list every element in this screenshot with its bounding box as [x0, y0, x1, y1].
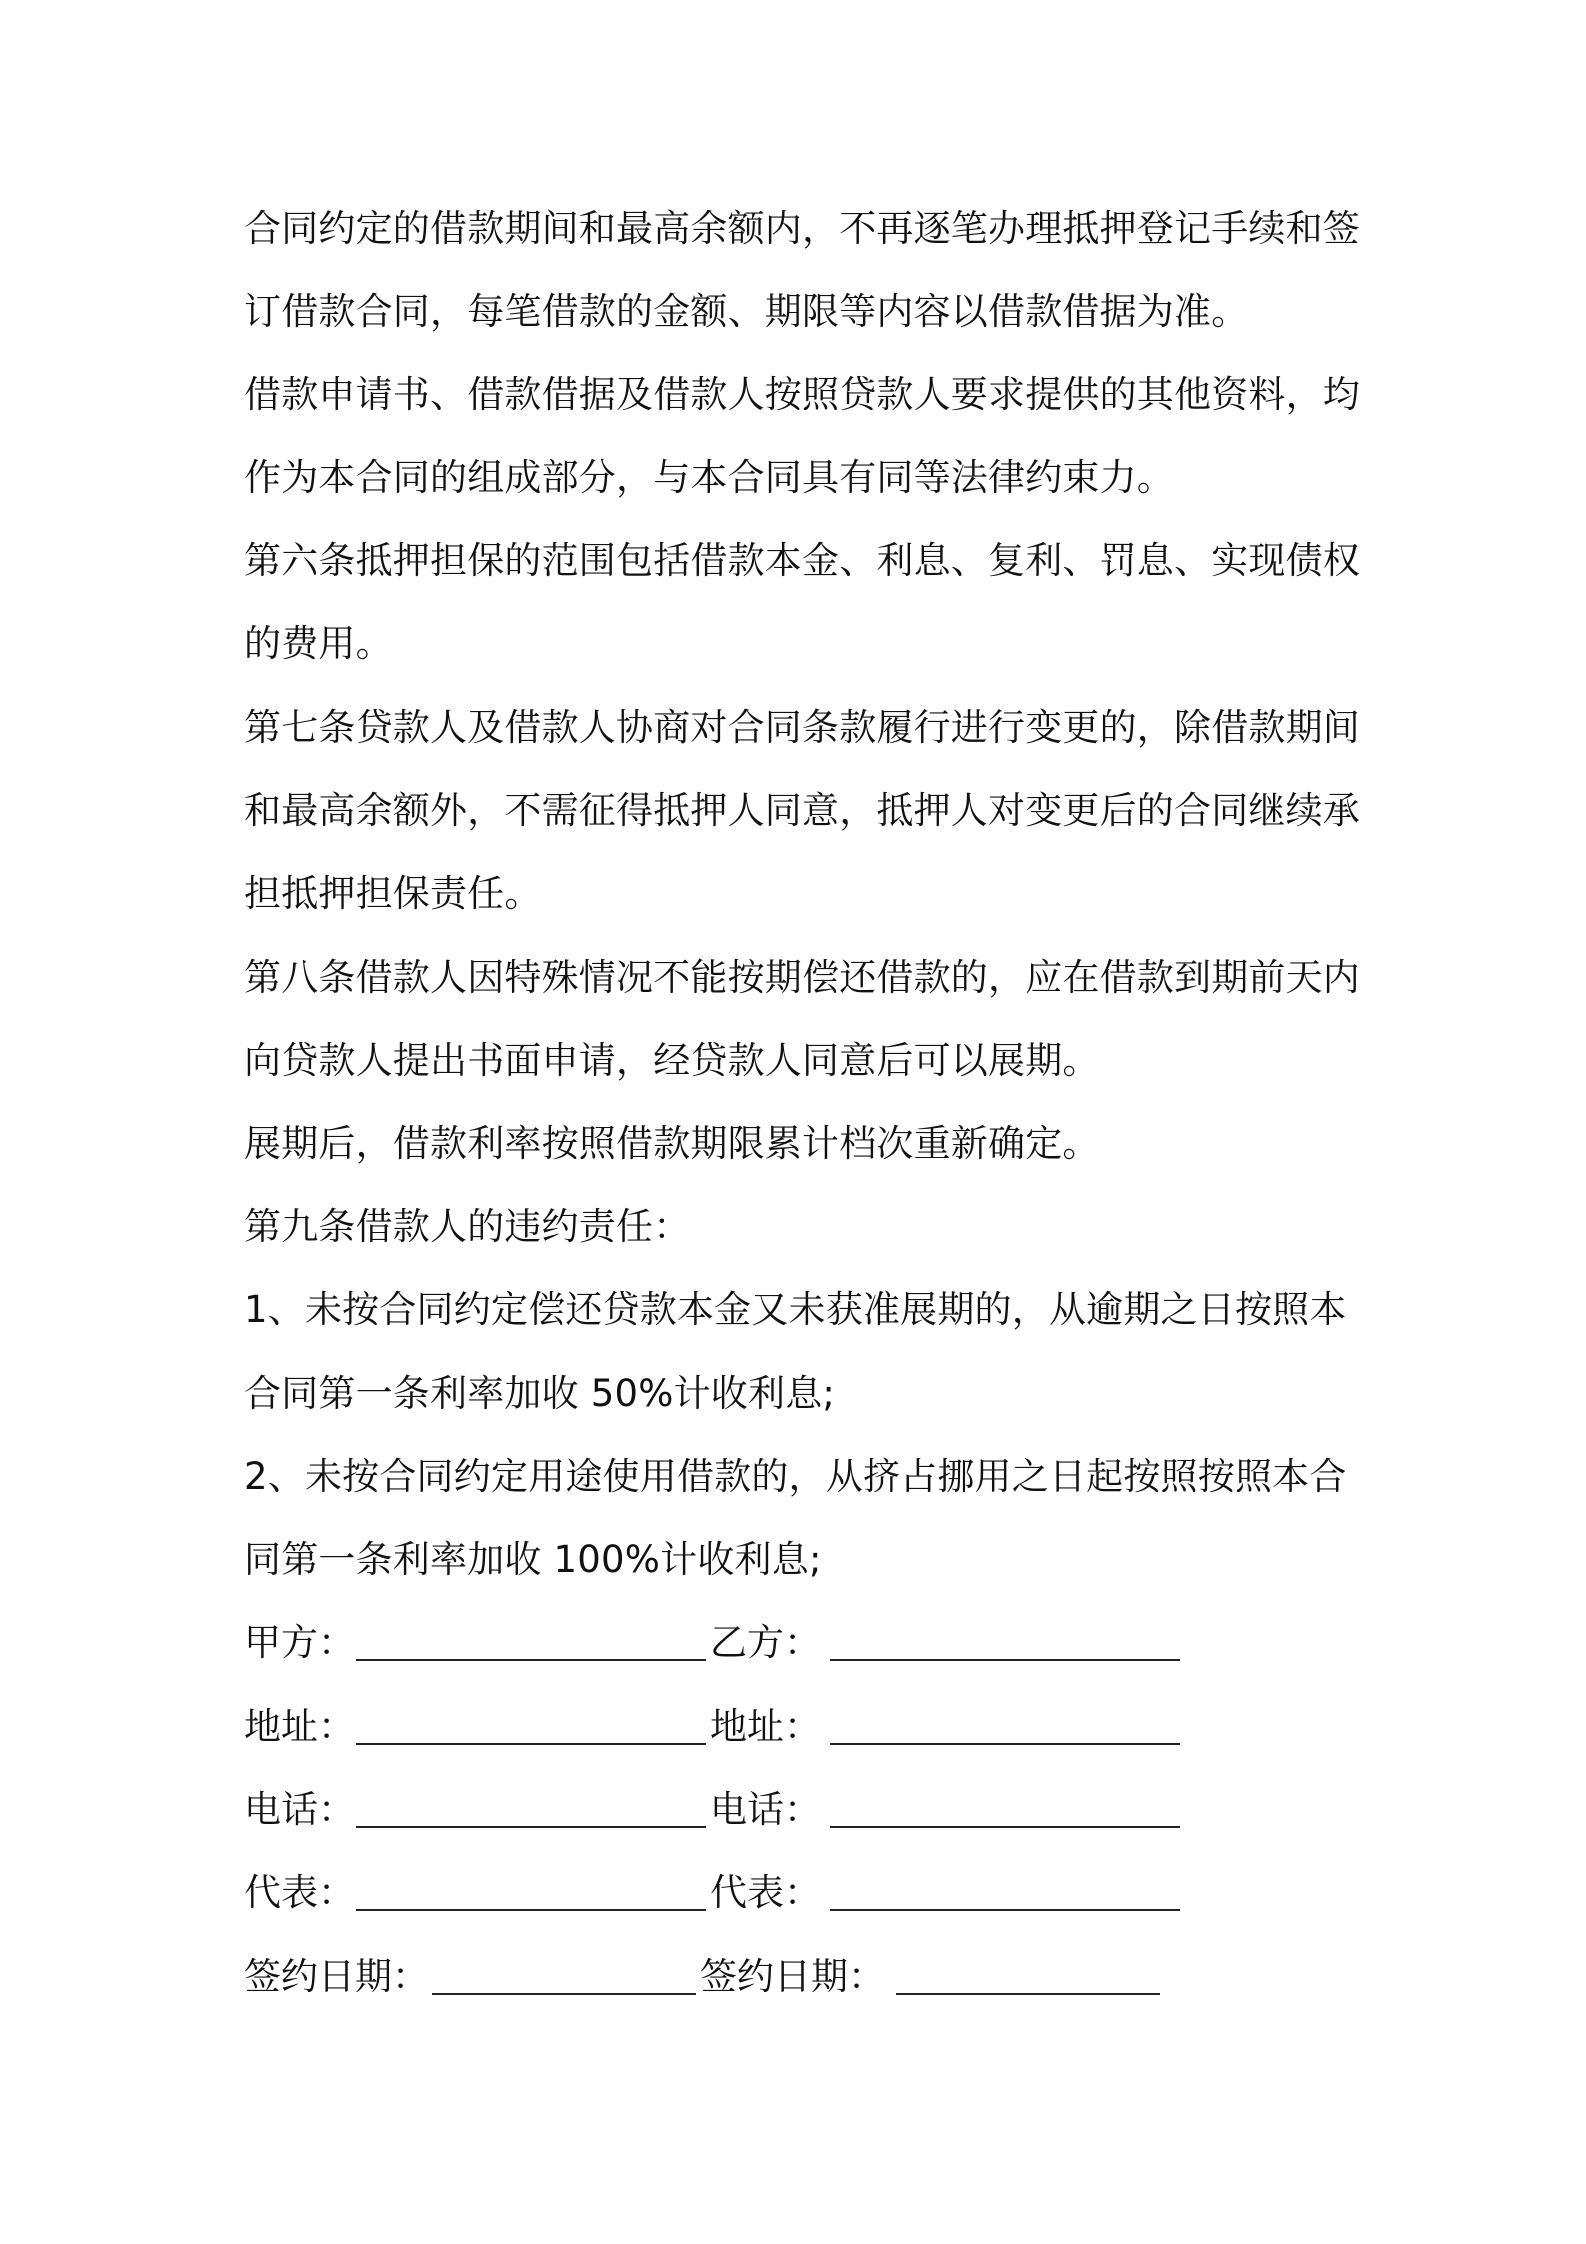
body-line: 的费用。 — [244, 622, 393, 665]
representative-a-label: 代表： — [244, 1871, 355, 1914]
body-line: 借款申请书、借款借据及借款人按照贷款人要求提供的其他资料，均 — [244, 373, 1360, 416]
body-line: 作为本合同的组成部分，与本合同具有同等法律约束力。 — [244, 456, 1174, 499]
body-line: 向贷款人提出书面申请，经贷款人同意后可以展期。 — [244, 1039, 1100, 1082]
address-a-label: 地址： — [244, 1705, 355, 1748]
body-line: 第九条借款人的违约责任： — [244, 1205, 691, 1248]
party-a-blank — [356, 1659, 706, 1661]
body-line: 担抵押担保责任。 — [244, 872, 542, 915]
signing-date-b-blank — [896, 1993, 1160, 1995]
signature-row-representative — [244, 1871, 1344, 1919]
address-b-label: 地址： — [710, 1705, 821, 1748]
body-line: 订借款合同，每笔借款的金额、期限等内容以借款借据为准。 — [244, 290, 1249, 333]
signature-row-party — [244, 1621, 1344, 1669]
representative-b-blank — [830, 1909, 1180, 1911]
signature-row-address — [244, 1705, 1344, 1753]
body-line: 合同第一条利率加收 50%计收利息; — [244, 1372, 836, 1415]
phone-b-blank — [830, 1826, 1180, 1828]
body-line: 第七条贷款人及借款人协商对合同条款履行进行变更的，除借款期间 — [244, 706, 1360, 749]
signing-date-a-label: 签约日期： — [244, 1955, 429, 1998]
representative-a-blank — [356, 1909, 706, 1911]
body-line: 展期后，借款利率按照借款期限累计档次重新确定。 — [244, 1122, 1100, 1165]
signature-row-phone — [244, 1788, 1344, 1836]
body-line: 和最高余额外，不需征得抵押人同意，抵押人对变更后的合同继续承 — [244, 789, 1360, 832]
address-a-blank — [356, 1743, 706, 1745]
body-line: 第六条抵押担保的范围包括借款本金、利息、复利、罚息、实现债权 — [244, 539, 1360, 582]
signing-date-a-blank — [432, 1993, 696, 1995]
party-a-label: 甲方： — [244, 1621, 355, 1664]
body-line: 同第一条利率加收 100%计收利息; — [244, 1538, 822, 1581]
representative-b-label: 代表： — [710, 1871, 821, 1914]
body-line: 第八条借款人因特殊情况不能按期偿还借款的，应在借款到期前天内 — [244, 956, 1360, 999]
party-b-blank — [830, 1659, 1180, 1661]
signing-date-b-label: 签约日期： — [700, 1955, 885, 1998]
phone-b-label: 电话： — [710, 1788, 821, 1831]
body-line: 2、未按合同约定用途使用借款的，从挤占挪用之日起按照按照本合 — [244, 1455, 1347, 1498]
body-line: 1、未按合同约定偿还贷款本金又未获准展期的，从逾期之日按照本 — [244, 1288, 1347, 1331]
phone-a-label: 电话： — [244, 1788, 355, 1831]
party-b-label: 乙方： — [710, 1621, 821, 1664]
signature-row-date — [244, 1955, 1344, 2003]
body-line: 合同约定的借款期间和最高余额内，不再逐笔办理抵押登记手续和签 — [244, 207, 1360, 250]
address-b-blank — [830, 1743, 1180, 1745]
phone-a-blank — [356, 1826, 706, 1828]
